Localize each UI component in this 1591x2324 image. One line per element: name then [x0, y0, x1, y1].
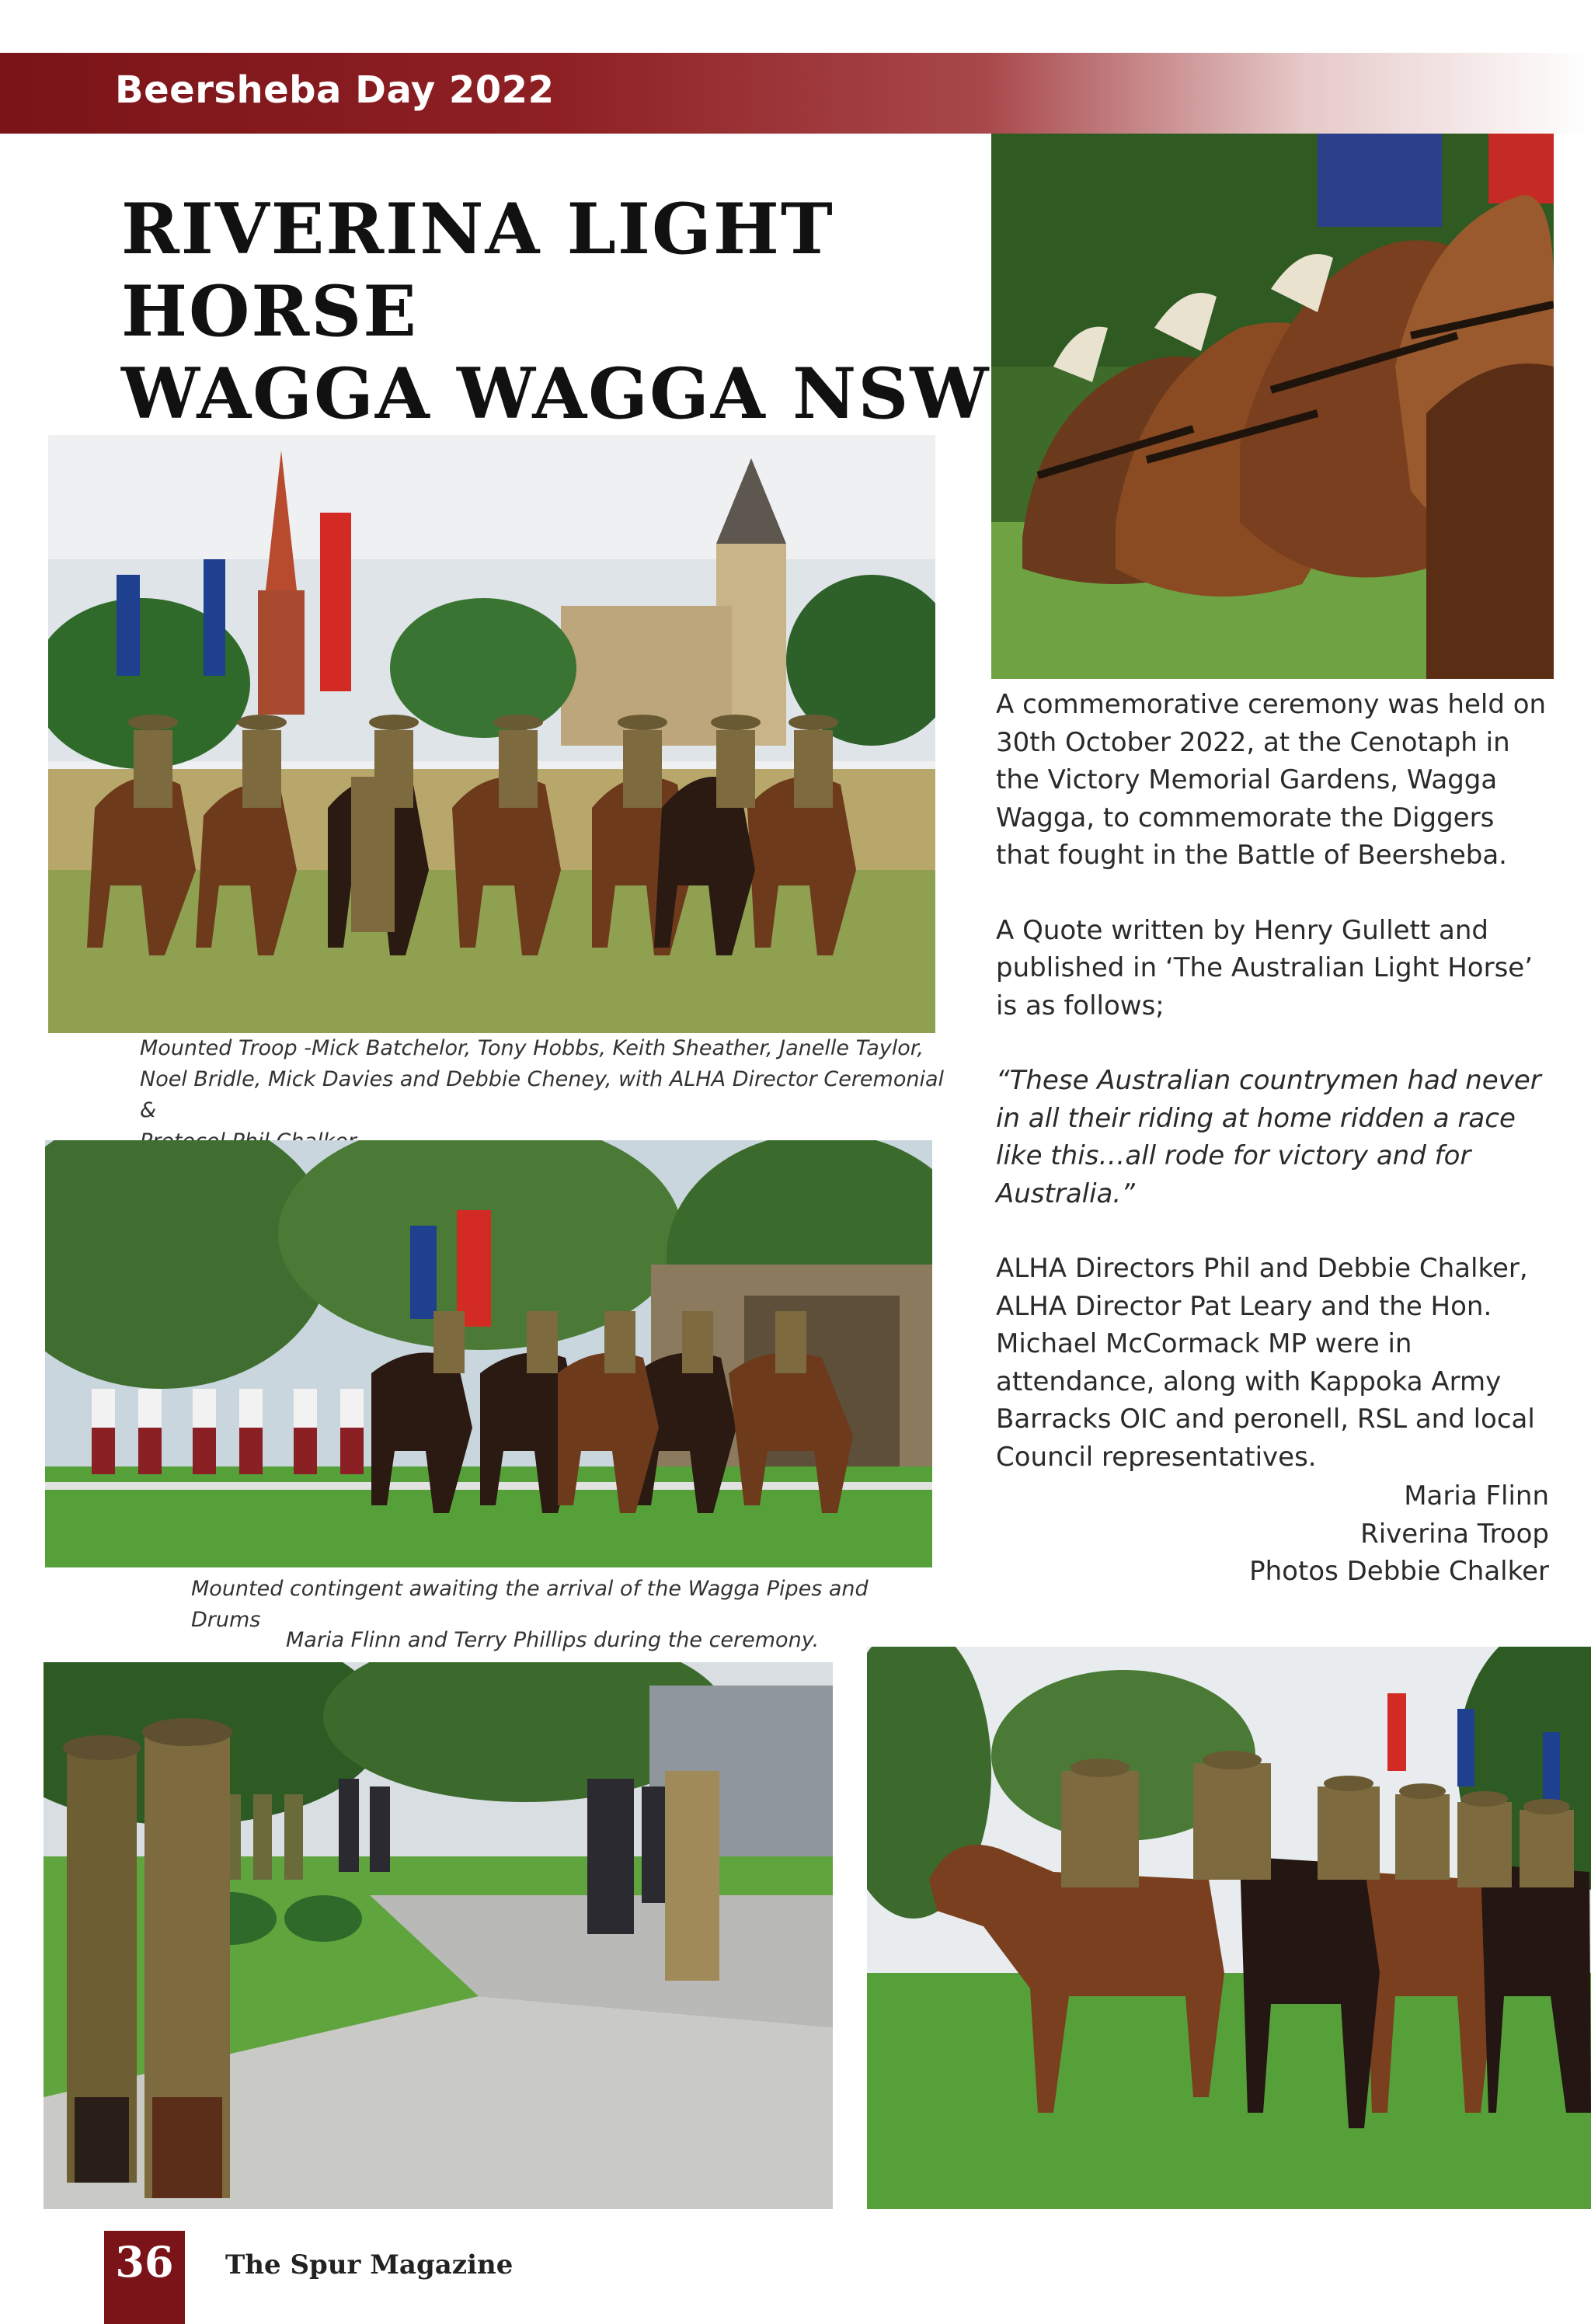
article-signoff [1165, 1477, 1549, 1591]
signoff-troop: Riverina Troop [1360, 1518, 1549, 1550]
headline-line-1: RIVERINA LIGHT HORSE [121, 188, 834, 353]
caption-contingent-awaiting: Mounted contingent awaiting the arrival of the Wagga Pipes and Drums [191, 1577, 869, 1632]
signoff-photos: Photos Debbie Chalker [1249, 1556, 1549, 1587]
article-body [996, 686, 1555, 1476]
caption-mounted-troop-line-2: Noel Bridle, Mick Davies and Debbie Cheney, with ALHA Director Ceremonial & [140, 1067, 945, 1122]
caption-mounted-troop [140, 1033, 948, 1157]
body-quote: “These Australian countrymen had never in all their riding at home ridden a race like this…all rode for victory and for Australia.” [996, 1065, 1541, 1209]
signoff-author: Maria Flinn [1404, 1480, 1549, 1512]
caption-mounted-troop-line-1: Mounted Troop -Mick Batchelor, Tony Hobbs, Keith Sheather, Janelle Taylor, [140, 1036, 924, 1060]
body-paragraph-1: A commemorative ceremony was held on 30th October 2022, at the Cenotaph in the Victory Memorial Gardens, Wagga Wagga, to commemorate the Diggers that fought in the Battle of Beersheba. [996, 689, 1547, 871]
article-headline [121, 188, 1131, 435]
photo-contingent-during [867, 1647, 1591, 2209]
magazine-name: The Spur Magazine [225, 2249, 514, 2281]
section-title: Beersheba Day 2022 [115, 68, 555, 112]
photo-flinn-phillips [44, 1662, 833, 2209]
photo-contingent-cenotaph [45, 1140, 932, 1567]
headline-line-2: WAGGA WAGGA NSW [121, 353, 990, 435]
photo-mounted-troop [48, 435, 935, 1033]
body-paragraph-2: A Quote written by Henry Gullett and published in ‘The Australian Light Horse’ is as follows; [996, 914, 1534, 1021]
page-number: 36 [115, 2237, 174, 2287]
body-paragraph-3: ALHA Directors Phil and Debbie Chalker, ALHA Director Pat Leary and the Hon. Michael McCormack MP were in attendance, along with Kappoka Army Barracks OIC and peronell, RSL and local Council representatives. [996, 1253, 1535, 1473]
caption-flinn-phillips: Maria Flinn and Terry Phillips during the ceremony. [286, 1628, 820, 1652]
